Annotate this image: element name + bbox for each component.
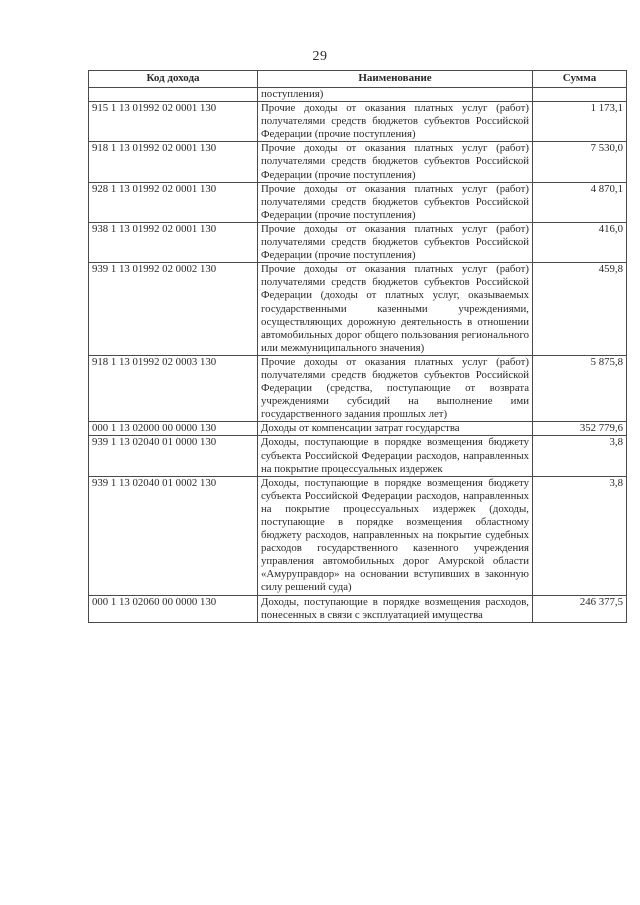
row-name-cell: Прочие доходы от оказания платных услуг (работ) получателями средств бюджетов субъектов Российской Федерации (доходы от платных услуг, оказываемых государственными казенными учреждениями, осуществляющих дорожную деятельность в отношении автомобильных дорог общего пользования регионального или межмуниципального значения)	[258, 263, 533, 356]
row-amount-cell: 3,8	[533, 436, 627, 476]
row-amount-cell: 7 530,0	[533, 142, 627, 182]
revenue-table	[88, 70, 627, 623]
column-header-name: Наименование	[258, 71, 533, 88]
row-name-cell: Доходы от компенсации затрат государства	[258, 422, 533, 436]
row-name-cell: Доходы, поступающие в порядке возмещения бюджету субъекта Российской Федерации расходов, направленных на покрытие процессуальных издержек (доходы, поступающие в порядке возмещения областному бюджету расходов, направленных на покрытие судебных расходов государственного казенного учреждения управления автомобильных дорог Амурской области «Амуруправдор» на основании вступивших в законную силу решений суда)	[258, 476, 533, 595]
row-code-cell: 939 1 13 02040 01 0002 130	[89, 476, 258, 595]
row-code-cell: 000 1 13 02060 00 0000 130	[89, 595, 258, 622]
row-amount-cell: 352 779,6	[533, 422, 627, 436]
column-header-code: Код дохода	[89, 71, 258, 88]
row-name-cell: поступления)	[258, 88, 533, 102]
table-row	[89, 595, 627, 622]
row-code-cell: 000 1 13 02000 00 0000 130	[89, 422, 258, 436]
row-amount-cell: 4 870,1	[533, 182, 627, 222]
page-number: 29	[312, 49, 328, 64]
row-amount-cell: 246 377,5	[533, 595, 627, 622]
row-name-cell: Прочие доходы от оказания платных услуг (работ) получателями средств бюджетов субъектов Российской Федерации (прочие поступления)	[258, 222, 533, 262]
row-name-cell: Прочие доходы от оказания платных услуг (работ) получателями средств бюджетов субъектов Российской Федерации (прочие поступления)	[258, 102, 533, 142]
table-row	[89, 88, 627, 102]
row-code-cell: 928 1 13 01992 02 0001 130	[89, 182, 258, 222]
table-header-row	[89, 71, 627, 88]
row-amount-cell: 459,8	[533, 263, 627, 356]
table-row	[89, 355, 627, 421]
row-amount-cell: 3,8	[533, 476, 627, 595]
row-amount-cell	[533, 88, 627, 102]
table-row	[89, 182, 627, 222]
row-code-cell: 939 1 13 01992 02 0002 130	[89, 263, 258, 356]
table-row	[89, 476, 627, 595]
table-row	[89, 436, 627, 476]
row-amount-cell: 1 173,1	[533, 102, 627, 142]
table-body	[89, 88, 627, 623]
row-name-cell: Прочие доходы от оказания платных услуг (работ) получателями средств бюджетов субъектов Российской Федерации (прочие поступления)	[258, 182, 533, 222]
table-row	[89, 263, 627, 356]
table-row	[89, 102, 627, 142]
row-code-cell: 938 1 13 01992 02 0001 130	[89, 222, 258, 262]
column-header-amount: Сумма	[533, 71, 627, 88]
row-amount-cell: 5 875,8	[533, 355, 627, 421]
row-code-cell: 915 1 13 01992 02 0001 130	[89, 102, 258, 142]
row-amount-cell: 416,0	[533, 222, 627, 262]
row-code-cell: 918 1 13 01992 02 0003 130	[89, 355, 258, 421]
row-name-cell: Доходы, поступающие в порядке возмещения расходов, понесенных в связи с эксплуатацией имущества	[258, 595, 533, 622]
row-code-cell: 939 1 13 02040 01 0000 130	[89, 436, 258, 476]
table-row	[89, 142, 627, 182]
row-code-cell	[89, 88, 258, 102]
table-row	[89, 422, 627, 436]
row-name-cell: Доходы, поступающие в порядке возмещения бюджету субъекта Российской Федерации расходов, направленных на покрытие процессуальных издержек	[258, 436, 533, 476]
row-name-cell: Прочие доходы от оказания платных услуг (работ) получателями средств бюджетов субъектов Российской Федерации (средства, поступающие от возврата учреждениями субсидий на выполнение ими государственного задания прошлых лет)	[258, 355, 533, 421]
row-code-cell: 918 1 13 01992 02 0001 130	[89, 142, 258, 182]
table-row	[89, 222, 627, 262]
row-name-cell: Прочие доходы от оказания платных услуг (работ) получателями средств бюджетов субъектов Российской Федерации (прочие поступления)	[258, 142, 533, 182]
